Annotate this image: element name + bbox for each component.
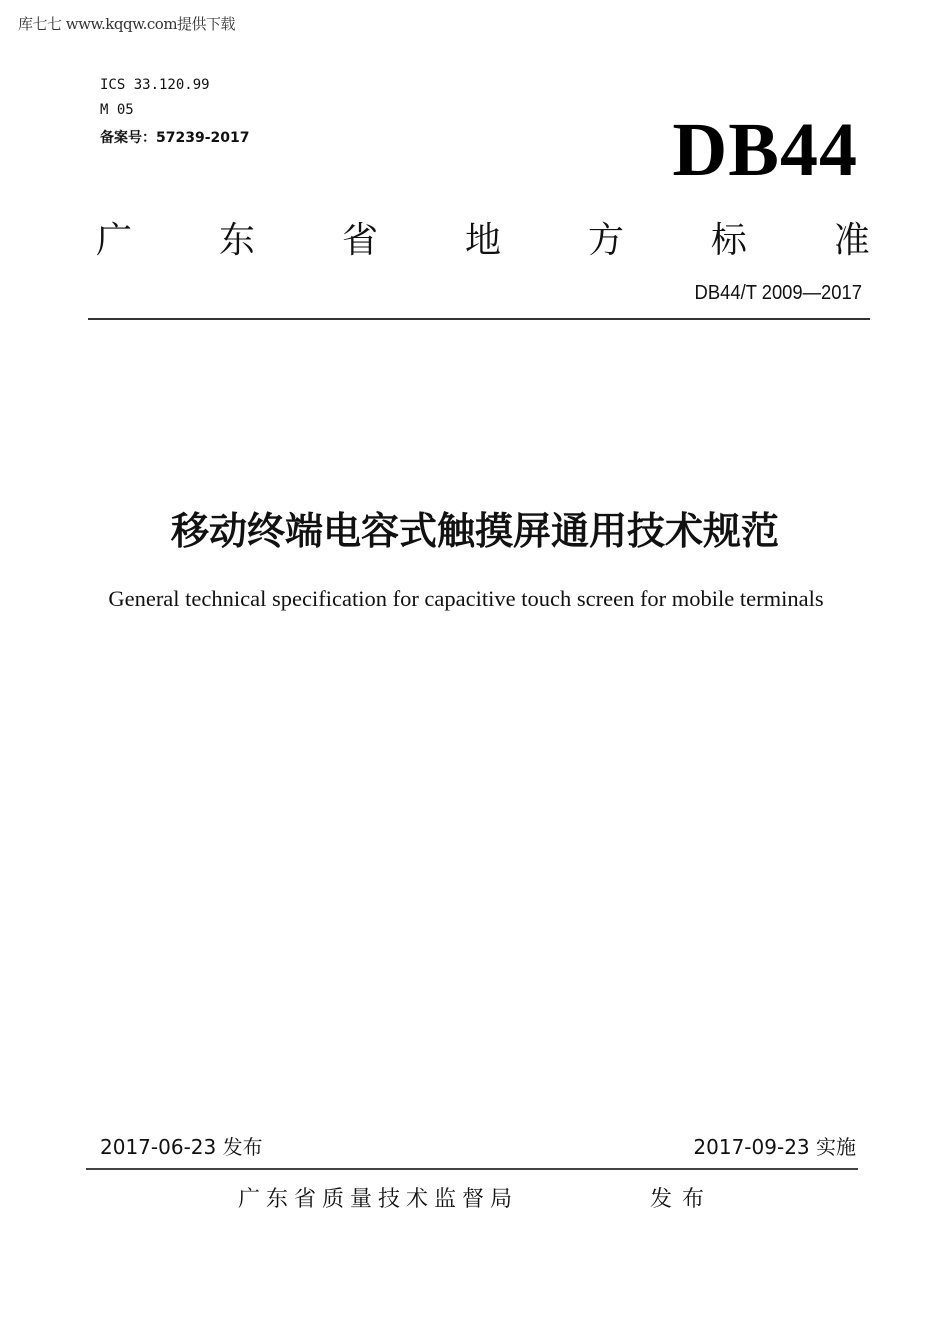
issuing-authority: 广东省质量技术监督局 — [238, 1187, 519, 1212]
standard-type-title — [96, 212, 870, 263]
watermark-text: 库七七 www.kqqw.com提供下载 — [18, 15, 236, 33]
standard-type-char: 地 — [464, 220, 501, 261]
footer-divider — [86, 1168, 858, 1170]
classification-code: M 05 — [100, 102, 134, 118]
standard-type-char: 省 — [341, 220, 378, 261]
document-title-english: General technical specification for capacitive touch screen for mobile terminals — [108, 586, 824, 611]
filing-number: 备案号：57239-2017 — [100, 130, 250, 146]
standard-type-char: 准 — [833, 220, 870, 261]
publish-date: 2017-06-23 发布 — [100, 1135, 263, 1159]
standard-type-char: 东 — [218, 220, 255, 261]
header-divider — [88, 318, 870, 320]
implement-date: 2017-09-23 实施 — [693, 1135, 856, 1159]
standard-type-char: 方 — [587, 220, 624, 261]
standard-type-char: 标 — [710, 220, 747, 261]
issuing-action: 发布 — [650, 1187, 715, 1212]
document-title-chinese: 移动终端电容式触摸屏通用技术规范 — [170, 509, 779, 553]
standard-type-char: 广 — [96, 220, 133, 261]
standard-number: DB44/T 2009—2017 — [694, 282, 862, 304]
ics-code: ICS 33.120.99 — [100, 77, 210, 93]
db44-logo: DB44 — [672, 108, 858, 192]
